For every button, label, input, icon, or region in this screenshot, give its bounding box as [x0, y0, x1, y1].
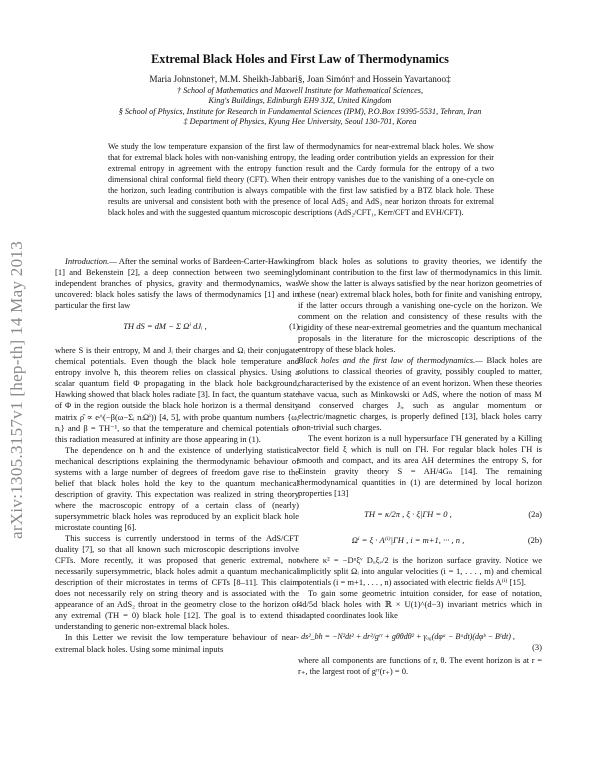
- equation-expression: TH = κ/2π , ξ · ξ|ΓH = 0 ,: [364, 509, 452, 520]
- equation-2b: [298, 529, 542, 551]
- affiliations: [0, 86, 600, 127]
- equation-expression: ds²_bh = −N²dt² + dr²/gʳʳ + gθθdθ² + γₐ₆(dφᵃ − Bᵃdt)(dφᵇ − Bᵇdt) ,: [301, 632, 515, 642]
- author-list: Maria Johnstone†, M.M. Sheikh-Jabbari§, Joan Simón† and Hossein Yavartanoo‡: [149, 74, 451, 84]
- paper-title: Extremal Black Holes and First Law of Thermodynamics: [151, 52, 449, 66]
- equation-number: (3): [532, 642, 542, 653]
- left-column: [55, 256, 299, 655]
- paragraph: from black holes as solutions to gravity theories, we identify the dominant contribution to the first law of thermodynamics in this limit. We show the latter is always satisfied by the near horizon geometries of these (near) extremal black holes, both for finite and vanishing entropy, if the latter occurs through a vanishing one-cycle on the horizon. We comment on the relation and consistency of these results with the rigidity of these near-extremal geometries and the quantum mechanical proposals in the literature for the microscopic descriptions of the entropy of these black holes.: [298, 256, 542, 355]
- equation-number: (2a): [528, 509, 542, 520]
- arxiv-stamp: arXiv:1305.3157v1 [hep-th] 14 May 2013: [7, 241, 26, 539]
- equation-2a: [298, 503, 542, 525]
- equation-expression: Ωⁱ = ξ · A⁽ⁱ⁾|ΓH , i = m+1, ··· , n ,: [351, 535, 465, 546]
- paragraph: where all components are functions of r, θ. The event horizon is at r = r₊, the largest root of gʳʳ(r₊) = 0.: [298, 655, 542, 677]
- abstract: We study the low temperature expansion of the first law of thermodynamics for near-extremal black holes. We show that for extremal black holes with non-vanishing entropy, the leading order contribution yields an expression for their extremal entropy in agreement with the entropy function result and the Cardy formula for the entropy of a two dimensional chiral conformal field theory (CFT). When their entropy vanishes due to the vanishing of a one-cycle on the horizon, such leading contribution is always compatible with the first law satisfied by a BTZ black hole. These results are universal and consistent both with the presence of local AdS₂ and AdS₃ near horizon throats for extremal black holes and with the suggested quantum microscopic descriptions (AdS₂/CFT₁, Kerr/CFT and EVH/CFT).: [108, 142, 494, 217]
- intro-paragraph: [55, 256, 299, 311]
- paragraph-text: After the seminal works of Bardeen-Carter-Hawking [1] and Bekenstein [2], a deep connection between two seemingly independent branches of physics, gravity and thermodynamics, was uncovered: black holes satisfy the laws of thermodynamics [1] and in particular the first law: [55, 256, 299, 311]
- equation-3: [298, 625, 542, 651]
- section-paragraph: [298, 355, 542, 432]
- affiliation-line: King's Buildings, Edinburgh EH9 3JZ, United Kingdom: [208, 96, 392, 106]
- right-column: [298, 256, 542, 677]
- equation-1: [55, 315, 299, 341]
- affiliation-line: ‡ Department of Physics, Kyung Hee University, Seoul 130-701, Korea: [183, 116, 417, 126]
- intro-label: Introduction.—: [65, 256, 117, 266]
- paragraph: To gain some geometric intuition consider, for ease of notation, 4d/5d black holes with ℝ × U(1)^(d−3) invariant metrics which in adapted coordinates look like: [298, 588, 542, 621]
- paragraph-text: Black holes are solutions to classical theories of gravity, possibly coupled to matter, characterised by the existence of an event horizon. When these theories have vacua, such as Minkowski or AdS, where the notion of mass M and conserved charges Jᵢ, such as angular momentum or electric/magnetic charges, is properly defined [13], black holes carry non-trivial such charges.: [298, 355, 543, 432]
- paragraph: In this Letter we revisit the low temperature behaviour of near-extremal black holes. Using some minimal inputs: [55, 632, 299, 654]
- affiliation-line: § School of Physics, Institute for Research in Fundamental Sciences (IPM), P.O.Box 19395-5531, Tehran, Iran: [118, 106, 482, 116]
- paragraph: This success is currently understood in terms of the AdS/CFT duality [7], so that all known such microscopic descriptions involve CFTs. More recently, it was proposed that generic extremal, not necessarily supersymmetric, black holes admit a quantum mechanical description of their microstates in terms of CFTs [8–11]. This claim does not necessarily rely on string theory and is associated with the appearance of an AdS₂ throat in the geometry close to the horizon of any extremal (TH = 0) black hole [12]. The goal is to extend this understanding to generic non-extremal black holes.: [55, 533, 299, 632]
- equation-number: (1): [289, 321, 299, 332]
- equation-number: (2b): [527, 535, 542, 546]
- paragraph: where κ² = −Dᵘξᵛ Dᵤξᵥ/2 is the horizon surface gravity. Notice we implicitly split Ωᵢ into angular velocities (i = 1, . . . , m) and chemical potentials (i = m+1, . . . , n) associated with electric fields A⁽ⁱ⁾ [15].: [298, 555, 542, 588]
- paragraph: The event horizon is a null hypersurface ΓH generated by a Killing vector field ξ which is null on ΓH. For regular black holes ΓH is smooth and compact, and its area AH determines the entropy S, for Einstein gravity theory S = AH/4Gₙ [14]. The remaining thermodynamical quantities in (1) are determined by local horizon properties [13]: [298, 432, 542, 498]
- paragraph: The dependence on ħ and the existence of underlying statistical mechanical descriptions explaining the thermodynamic behaviour of systems with a large number of degrees of freedom gave rise to the belief that black holes hold the key to the quantum mechanical description of gravity. This expectation was realized in string theory where the macroscopic entropy of a certain class of (nearly) supersymmetric black holes was reproduced by an explicit black hole microstate counting [6].: [55, 444, 299, 532]
- equation-expression: TH dS = dM − Σ Ωⁱ dJᵢ ,: [123, 321, 207, 332]
- section-label: Black holes and the first law of thermodynamics.—: [298, 355, 483, 366]
- affiliation-line: † School of Mathematics and Maxwell Institute for Mathematical Sciences,: [176, 86, 424, 95]
- paragraph: where S is their entropy, M and Jᵢ their charges and Ωᵢ their conjugate chemical potentials. Even though the black hole temperature and entropy involve ħ, this theorem relies on classical physics. Using a scalar quantum field Φ propagating in the black hole background, Hawking showed that black holes radiate [3]. In fact, the quantum state of Φ in the region outside the black hole horizon is a thermal density matrix ρ̂ ∝ e^(−β(ω−Σᵢ nᵢΩⁱ)) [4, 5], with probe quantum numbers {ω, nᵢ} and β = TH⁻¹, so that the temperature and chemical potentials of this radiation measured at infinity are those appearing in (1).: [55, 345, 299, 444]
